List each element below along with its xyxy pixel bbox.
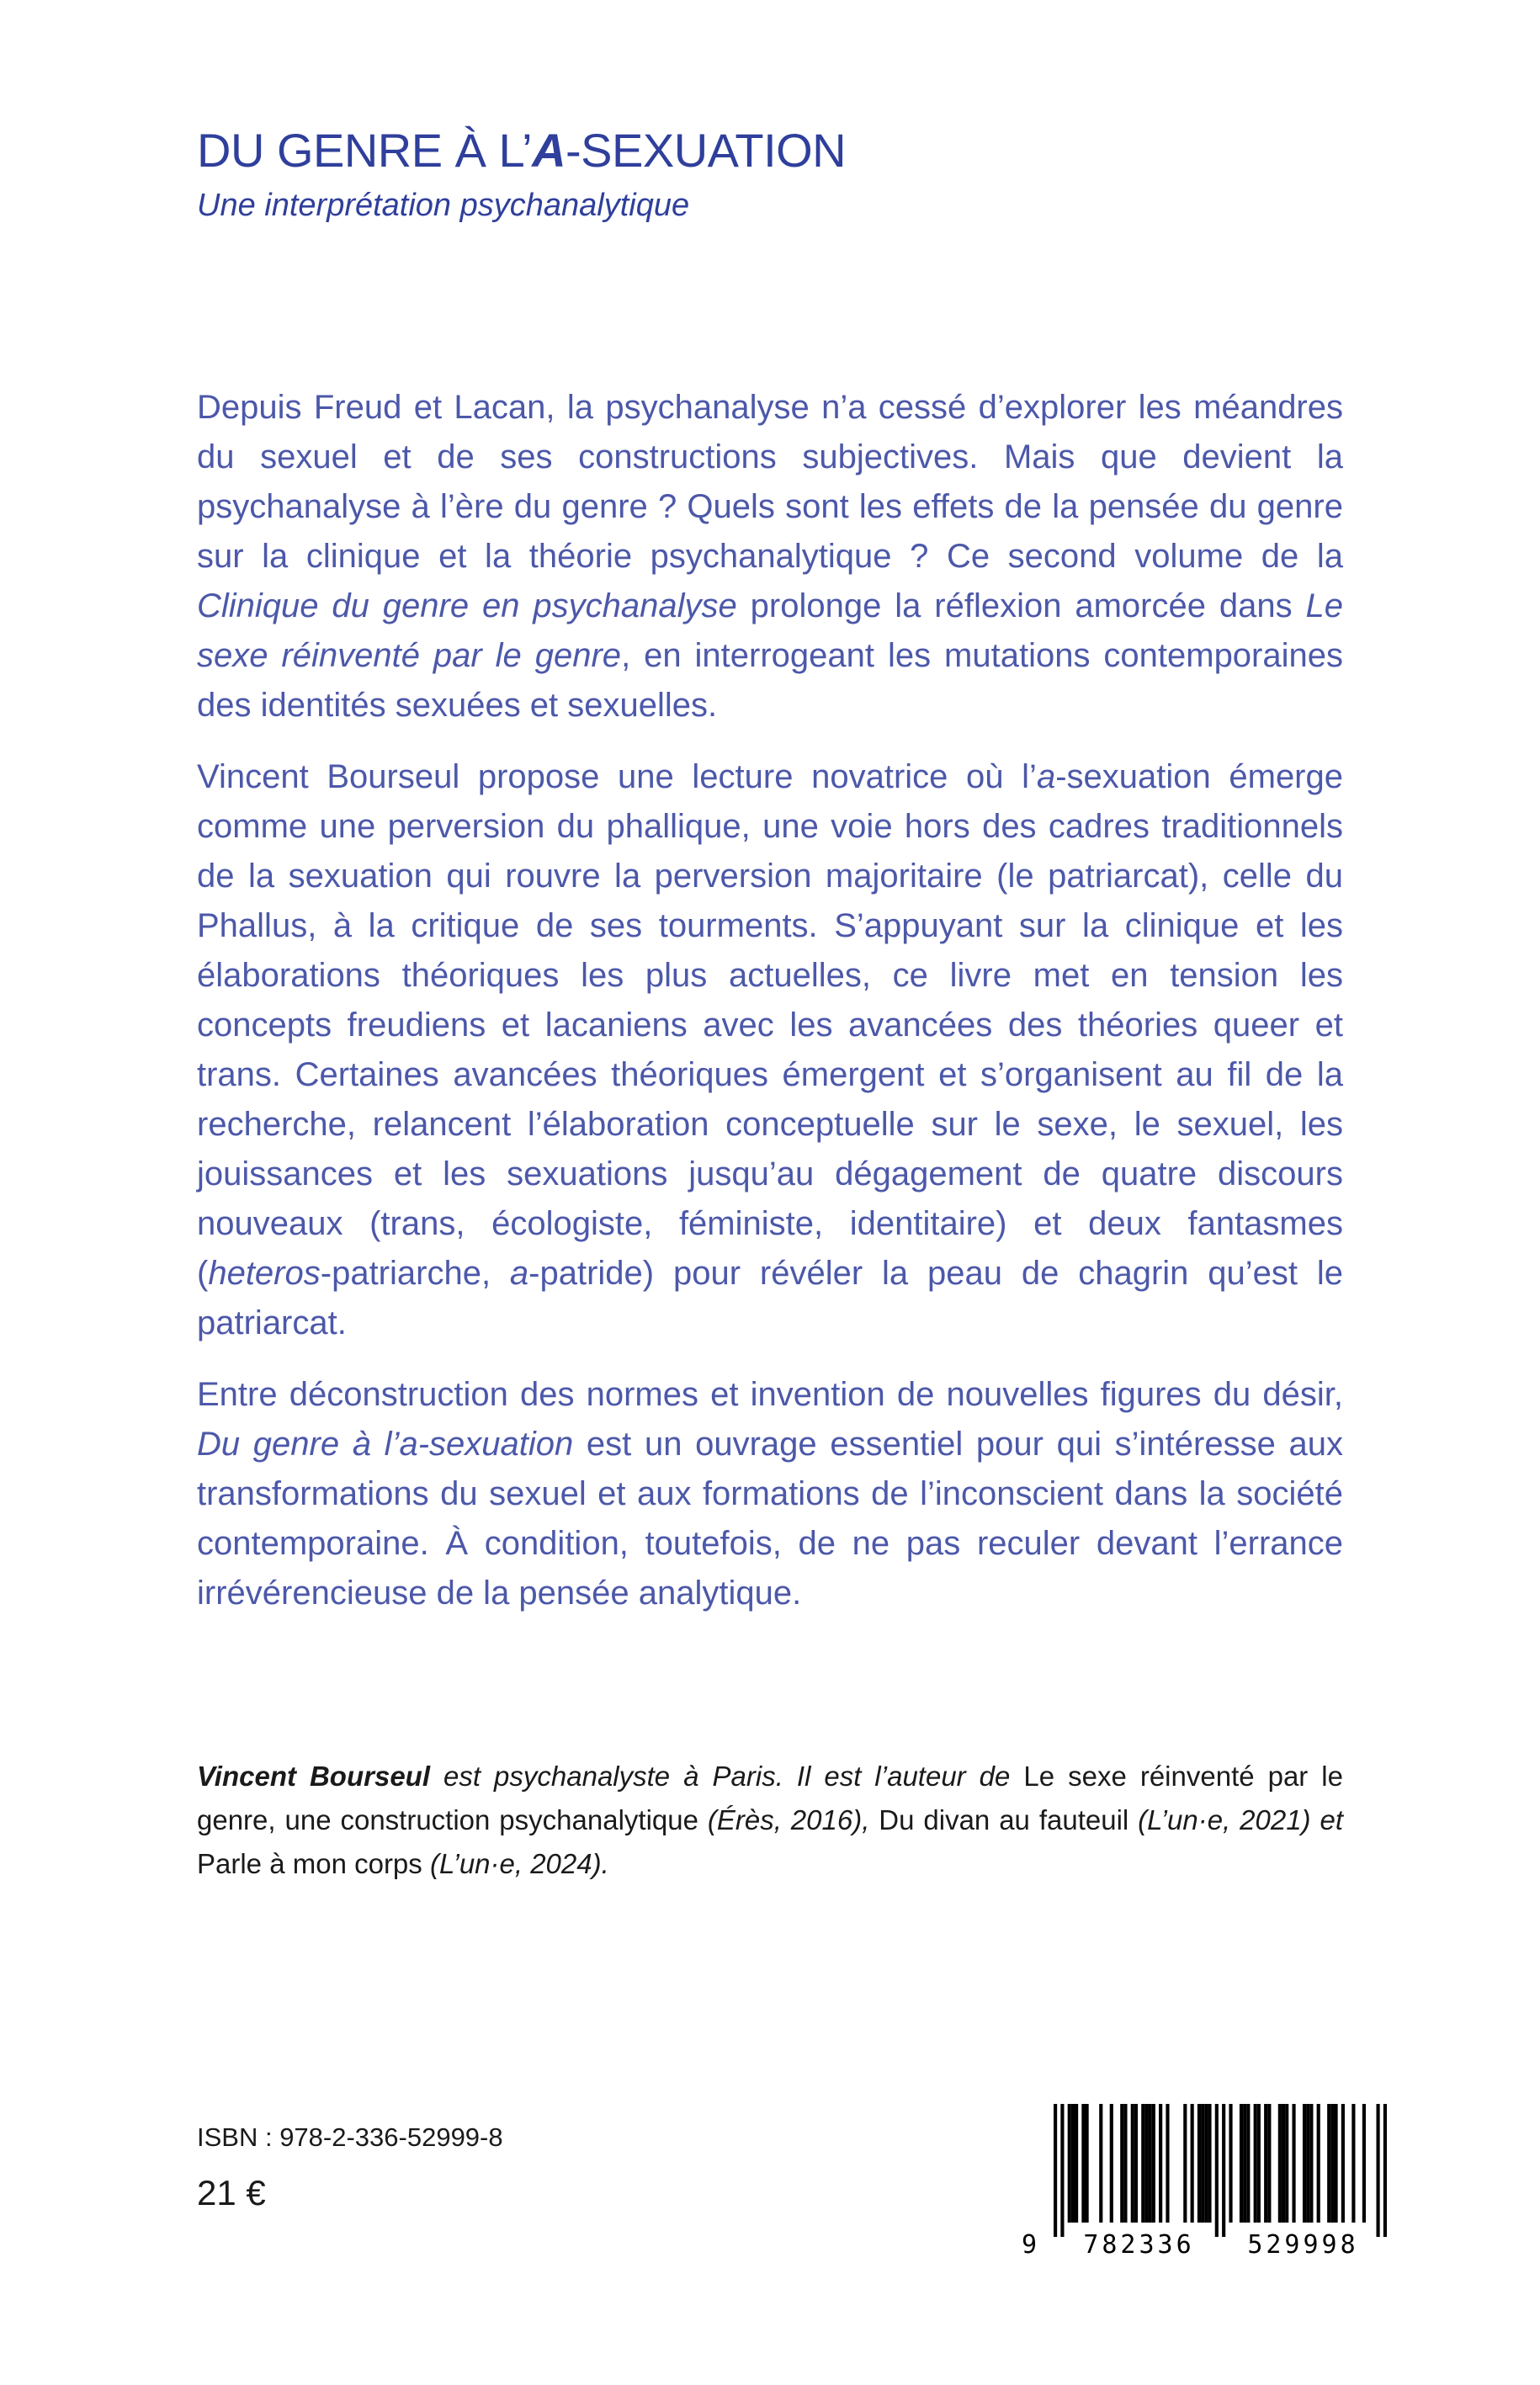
barcode-number: 9 xyxy=(1022,2230,1041,2260)
author-bio: Vincent Bourseul est psychanalyste à Paris. Il est l’auteur de Le sexe réinventé par le genre, une construction psychanalytique (Érès, 2016), Du divan au fauteuil (L’un·e, 2021) et Parle à mon corps (L’un·e, 2024). xyxy=(197,1761,1343,1879)
barcode-number: 782336 xyxy=(1083,2230,1195,2260)
book-subtitle: Une interprétation psychanalytique xyxy=(197,187,690,223)
paragraph: Vincent Bourseul propose une lecture novatrice où l’a-sexuation émerge comme une perversion du phallique, une voie hors des cadres traditionnels de la sexuation qui rouvre la perversion majoritaire (le patriarcat), celle du Phallus, à la critique de ses tourments. S’appuyant sur la clinique et les élaborations théoriques les plus actuelles, ce livre met en tension les concepts freudiens et lacaniens avec les avancées des théories queer et trans. Certaines avancées théoriques émergent et s’organisent au fil de la recherche, relancent l’élaboration conceptuelle sur le sexe, le sexuel, les jouissances et les sexuations jusqu’au dégagement de quatre discours nouveaux (trans, écologiste, féministe, identitaire) et deux fantasmes (heteros-patriarche, a-patride) pour révéler la peau de chagrin qu’est le patriarcat. xyxy=(197,758,1343,1341)
book-title: DU GENRE À L’A-SEXUATION xyxy=(197,124,847,177)
paragraph: Depuis Freud et Lacan, la psychanalyse n’a cessé d’explorer les méandres du sexuel et de ses constructions subjectives. Mais que devient la psychanalyse à l’ère du genre ? Quels sont les effets de la pensée du genre sur la clinique et la théorie psychanalytique ? Ce second volume de la Clinique du genre en psychanalyse prolonge la réflexion amorcée dans Le sexe réinventé par le genre, en interrogeant les mutations contemporaines des identités sexuées et sexuelles. xyxy=(197,389,1344,724)
price-text: 21 € xyxy=(197,2173,266,2212)
title-block xyxy=(197,125,1343,225)
barcode-bars xyxy=(1054,2104,1387,2237)
barcode xyxy=(1020,2104,1390,2276)
barcode-number: 529998 xyxy=(1247,2230,1359,2260)
author-bio-block xyxy=(197,1755,1343,1886)
back-cover-text xyxy=(197,383,1343,1640)
paragraph: Entre déconstruction des normes et invention de nouvelles figures du désir, Du genre à l’a-sexuation est un ouvrage essentiel pour qui s’intéresse aux transformations du sexuel et aux formations de l’inconscient dans la société contemporaine. À condition, toutefois, de ne pas reculer devant l’errance irrévérencieuse de la pensée analytique. xyxy=(197,1376,1343,1612)
isbn-text: ISBN : 978-2-336-52999-8 xyxy=(197,2122,503,2152)
